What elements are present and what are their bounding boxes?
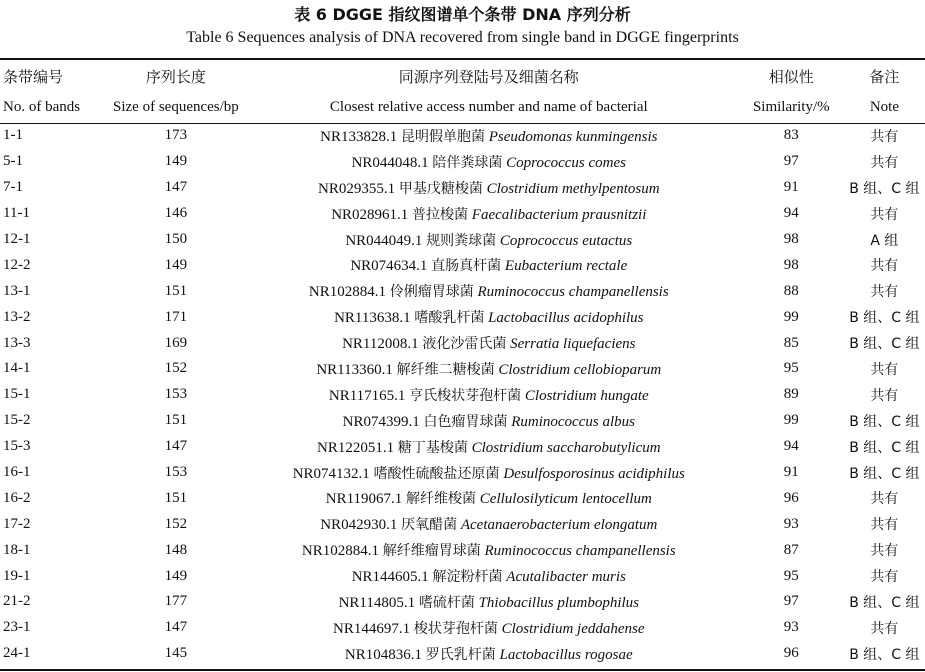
band-number: 1-1	[3, 127, 23, 144]
sequence-size: 173	[164, 127, 188, 144]
header-bacteria-en: Closest relative access number and name of bacterial	[329, 98, 648, 115]
bacteria-chinese-name: 伶俐瘤胃球菌	[389, 284, 474, 301]
similarity-value: 93	[783, 619, 799, 636]
similarity-value: 97	[783, 593, 799, 610]
table-row	[0, 511, 925, 537]
sequence-size: 149	[164, 153, 188, 170]
note-value: 共有	[870, 128, 899, 145]
bacteria-chinese-name: 规则粪球菌	[426, 232, 497, 249]
table-row	[0, 278, 925, 304]
bacteria-chinese-name: 亨氏梭状芽孢杆菌	[409, 387, 522, 404]
band-number: 16-2	[3, 489, 31, 506]
note-value: B 组、C 组	[849, 594, 920, 611]
table-row	[0, 589, 925, 615]
similarity-value: 89	[783, 386, 799, 403]
note-value: 共有	[870, 258, 899, 275]
table-row	[0, 252, 925, 278]
bacteria-species-name: Clostridium saccharobutylicum	[471, 439, 661, 456]
table-row	[0, 149, 925, 175]
table-row	[0, 537, 925, 563]
table-title-english: Table 6 Sequences analysis of DNA recovered from single band in DGGE fingerprints	[186, 29, 739, 46]
similarity-value: 95	[783, 360, 799, 377]
bacteria-chinese-name: 厌氧醋菌	[401, 517, 458, 534]
similarity-value: 94	[783, 438, 799, 455]
bottom-rule	[0, 669, 925, 671]
similarity-value: 94	[783, 205, 799, 222]
note-value: 共有	[870, 361, 899, 378]
accession-number: NR113360.1	[316, 361, 393, 378]
note-value: B 组、C 组	[849, 413, 920, 430]
top-rule	[0, 58, 925, 60]
note-value: 共有	[870, 543, 899, 560]
bacteria-species-name: Acutalibacter muris	[506, 569, 626, 586]
bacteria-species-name: Ruminococcus albus	[511, 413, 635, 430]
header-similarity-cn: 相似性	[768, 68, 814, 86]
accession-number: NR112008.1	[342, 336, 419, 353]
bacteria-cell	[239, 356, 739, 382]
sequence-size: 153	[164, 464, 188, 481]
table-row	[0, 641, 925, 667]
header-note-en: Note	[869, 98, 899, 115]
accession-number: NR144697.1	[333, 620, 411, 637]
table-row	[0, 356, 925, 382]
table-row	[0, 330, 925, 356]
note-value: 共有	[870, 517, 899, 534]
table-row	[0, 408, 925, 434]
bacteria-cell	[239, 278, 739, 304]
header-note-cn: 备注	[869, 68, 900, 86]
bacteria-cell	[239, 227, 739, 253]
band-number: 15-3	[3, 438, 31, 455]
bacteria-species-name: Serratia liquefaciens	[510, 336, 636, 353]
accession-number: NR102884.1	[308, 284, 386, 301]
band-number: 23-1	[3, 619, 31, 636]
note-value: 共有	[870, 154, 899, 171]
band-number: 15-2	[3, 412, 31, 429]
note-value: 共有	[870, 569, 899, 586]
band-number: 17-2	[3, 515, 31, 532]
similarity-value: 93	[783, 515, 799, 532]
similarity-value: 95	[783, 567, 799, 584]
bacteria-species-name: Cellulosilyticum lentocellum	[479, 491, 652, 508]
table-row	[0, 175, 925, 201]
similarity-value: 91	[783, 464, 799, 481]
bacteria-cell	[239, 330, 739, 356]
note-value: B 组、C 组	[849, 465, 920, 482]
header-row-chinese	[0, 62, 925, 91]
similarity-value: 98	[783, 231, 799, 247]
band-number: 14-1	[3, 360, 31, 377]
bacteria-cell	[239, 382, 739, 408]
band-number: 13-2	[3, 308, 31, 325]
bacteria-chinese-name: 解纤维二糖梭菌	[396, 361, 495, 378]
note-value: 共有	[870, 620, 899, 637]
similarity-value: 98	[783, 256, 799, 273]
bacteria-species-name: Desulfosporosinus acidiphilus	[503, 465, 685, 482]
bacteria-species-name: Eubacterium rectale	[504, 258, 628, 275]
note-value: B 组、C 组	[849, 310, 920, 327]
table-title-chinese: 表 6 DGGE 指纹图谱单个条带 DNA 序列分析	[294, 5, 631, 24]
band-number: 18-1	[3, 541, 31, 558]
bacteria-species-name: Coprococcus comes	[506, 154, 627, 171]
bacteria-cell	[239, 537, 739, 563]
table-row	[0, 615, 925, 641]
table-row	[0, 304, 925, 330]
accession-number: NR044049.1	[345, 232, 423, 249]
bacteria-cell	[239, 175, 739, 201]
sequence-size: 150	[164, 231, 188, 247]
sequence-size: 151	[164, 412, 188, 429]
sequence-size: 153	[164, 386, 188, 403]
accession-number: NR042930.1	[320, 517, 398, 534]
similarity-value: 96	[783, 489, 799, 506]
sequence-size: 151	[164, 489, 188, 506]
bacteria-chinese-name: 嗜硫杆菌	[418, 594, 475, 611]
accession-number: NR044048.1	[351, 154, 429, 171]
accession-number: NR114805.1	[338, 594, 416, 611]
bacteria-cell	[239, 252, 739, 278]
note-value: B 组、C 组	[849, 180, 920, 197]
sequence-size: 171	[164, 308, 188, 325]
table-row	[0, 201, 925, 227]
bacteria-chinese-name: 解纤维梭菌	[406, 491, 477, 508]
similarity-value: 99	[783, 308, 799, 325]
sequence-size: 148	[164, 541, 188, 558]
bacteria-chinese-name: 解淀粉杆菌	[432, 569, 503, 586]
sequence-size: 149	[164, 567, 188, 584]
bacteria-chinese-name: 昆明假单胞菌	[400, 128, 485, 145]
bacteria-chinese-name: 直肠真杆菌	[431, 258, 502, 275]
bacteria-cell	[239, 304, 739, 330]
bacteria-species-name: Acetanaerobacterium elongatum	[460, 517, 658, 534]
table-row	[0, 563, 925, 589]
band-number: 16-1	[3, 464, 31, 481]
sequence-size: 147	[164, 619, 188, 636]
bacteria-species-name: Pseudomonas kunmingensis	[488, 128, 658, 145]
sequence-size: 169	[164, 334, 188, 351]
bacteria-chinese-name: 糖丁基梭菌	[397, 439, 468, 456]
band-number: 12-2	[3, 256, 31, 273]
table-row	[0, 227, 925, 253]
band-number: 13-1	[3, 282, 31, 299]
bacteria-cell	[239, 434, 739, 460]
note-value: 共有	[870, 491, 899, 508]
bacteria-chinese-name: 罗氏乳杆菌	[425, 646, 496, 663]
accession-number: NR117165.1	[328, 387, 406, 404]
accession-number: NR102884.1	[301, 543, 379, 560]
header-band-cn: 条带编号	[3, 68, 64, 86]
bacteria-chinese-name: 梭状芽孢杆菌	[413, 620, 498, 637]
accession-number: NR104836.1	[344, 646, 422, 663]
bacteria-cell	[239, 563, 739, 589]
note-value: A 组	[870, 232, 899, 249]
note-value: B 组、C 组	[849, 336, 920, 353]
band-number: 12-1	[3, 231, 31, 247]
header-similarity-en: Similarity/%	[752, 98, 830, 115]
bacteria-chinese-name: 甲基戊糖梭菌	[398, 180, 483, 197]
accession-number: NR028961.1	[331, 206, 409, 223]
table-row	[0, 434, 925, 460]
bacteria-cell	[239, 201, 739, 227]
similarity-value: 91	[783, 179, 799, 196]
bacteria-cell	[239, 123, 739, 149]
bacteria-cell	[239, 641, 739, 667]
accession-number: NR113638.1	[334, 310, 411, 327]
accession-number: NR122051.1	[316, 439, 395, 456]
sequence-size: 152	[164, 360, 188, 377]
sequence-size: 145	[164, 645, 188, 662]
bacteria-species-name: Faecalibacterium prausnitzii	[471, 206, 647, 223]
bacteria-species-name: Thiobacillus plumbophilus	[478, 594, 640, 611]
bacteria-cell	[239, 408, 739, 434]
bacteria-cell	[239, 149, 739, 175]
sequence-size: 151	[164, 282, 188, 299]
bacteria-cell	[239, 511, 739, 537]
bacteria-species-name: Lactobacillus acidophilus	[488, 310, 644, 327]
note-value: 共有	[870, 284, 899, 301]
header-size-en: Size of sequences/bp	[113, 98, 239, 115]
accession-number: NR144605.1	[351, 569, 429, 586]
sequence-size: 177	[164, 593, 188, 610]
band-number: 21-2	[3, 593, 31, 610]
table-row	[0, 460, 925, 486]
table-row	[0, 485, 925, 511]
band-number: 15-1	[3, 386, 31, 403]
note-value: B 组、C 组	[849, 646, 920, 663]
sequence-size: 152	[164, 515, 188, 532]
bacteria-chinese-name: 普拉梭菌	[412, 206, 469, 223]
band-number: 19-1	[3, 567, 31, 584]
table-row	[0, 382, 925, 408]
header-row-english	[0, 91, 925, 123]
sequence-size: 146	[164, 205, 188, 222]
similarity-value: 97	[783, 153, 799, 170]
band-number: 13-3	[3, 334, 31, 351]
bacteria-cell	[239, 485, 739, 511]
accession-number: NR074132.1	[292, 465, 370, 482]
accession-number: NR074634.1	[350, 258, 428, 275]
similarity-value: 85	[783, 334, 799, 351]
bacteria-chinese-name: 嗜酸性硫酸盐还原菌	[373, 465, 500, 482]
sequence-size: 149	[164, 256, 188, 273]
bacteria-species-name: Clostridium jeddahense	[501, 620, 645, 637]
bacteria-chinese-name: 解纤维瘤胃球菌	[382, 543, 481, 560]
header-bacteria-cn: 同源序列登陆号及细菌名称	[398, 68, 579, 86]
bacteria-species-name: Clostridium hungate	[524, 387, 649, 404]
bacteria-species-name: Clostridium cellobioparum	[498, 361, 662, 378]
band-number: 24-1	[3, 645, 31, 662]
bacteria-cell	[239, 589, 739, 615]
bacteria-species-name: Ruminococcus champanellensis	[477, 284, 669, 301]
bacteria-chinese-name: 陪伴粪球菌	[432, 154, 503, 171]
similarity-value: 96	[783, 645, 799, 662]
similarity-value: 87	[783, 541, 799, 558]
band-number: 11-1	[3, 205, 30, 222]
bacteria-species-name: Ruminococcus champanellensis	[484, 543, 676, 560]
sequence-table	[0, 62, 925, 667]
accession-number: NR133828.1	[320, 128, 398, 145]
accession-number: NR074399.1	[342, 413, 420, 430]
bacteria-chinese-name: 液化沙雷氏菌	[422, 336, 507, 353]
sequence-size: 147	[164, 438, 188, 455]
bacteria-cell	[239, 615, 739, 641]
similarity-value: 83	[783, 127, 799, 144]
band-number: 7-1	[3, 179, 23, 196]
note-value: B 组、C 组	[849, 439, 920, 456]
bacteria-species-name: Coprococcus eutactus	[499, 232, 633, 249]
header-size-cn: 序列长度	[145, 68, 206, 86]
table-body	[0, 123, 925, 667]
header-band-en: No. of bands	[3, 98, 81, 115]
note-value: 共有	[870, 206, 899, 223]
similarity-value: 99	[783, 412, 799, 429]
similarity-value: 88	[783, 282, 799, 299]
note-value: 共有	[870, 387, 899, 404]
accession-number: NR029355.1	[318, 180, 396, 197]
bacteria-chinese-name: 嗜酸乳杆菌	[414, 310, 485, 327]
bacteria-species-name: Lactobacillus rogosae	[499, 646, 633, 663]
table-row	[0, 123, 925, 149]
band-number: 5-1	[3, 153, 23, 170]
sequence-size: 147	[164, 179, 188, 196]
bacteria-chinese-name: 白色瘤胃球菌	[423, 413, 508, 430]
accession-number: NR119067.1	[325, 491, 403, 508]
bacteria-species-name: Clostridium methylpentosum	[486, 180, 660, 197]
bacteria-cell	[239, 460, 739, 486]
